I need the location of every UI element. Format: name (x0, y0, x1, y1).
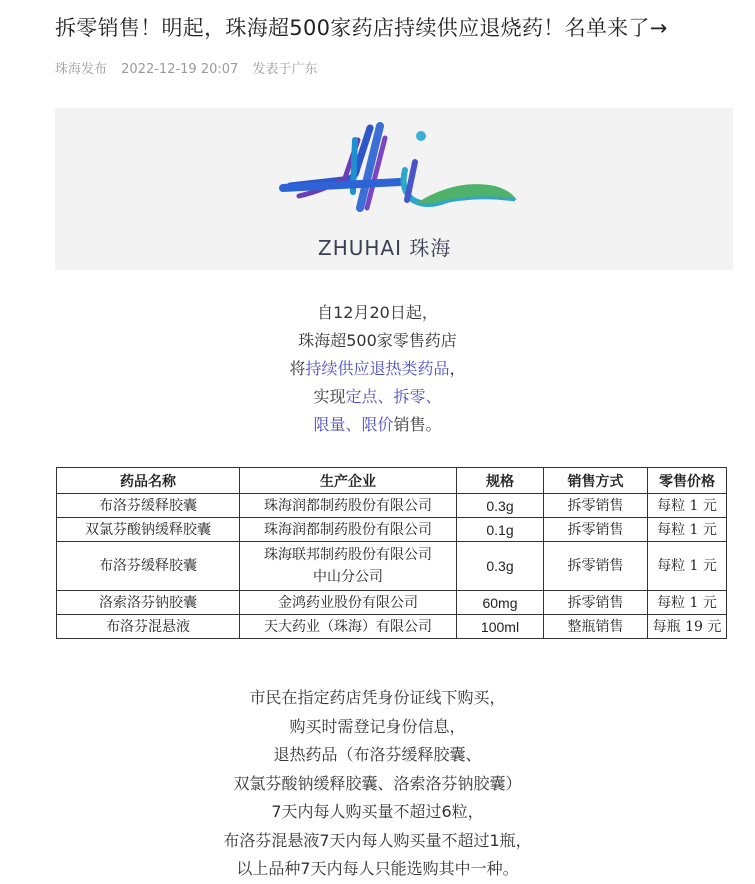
note-line: 退热药品（布洛芬缓释胶囊、 (273, 745, 482, 764)
sale-method: 拆零销售 (544, 494, 648, 518)
note-line: 7天内每人购买量不超过6粒， (271, 802, 484, 821)
purchase-notes (0, 684, 755, 884)
intro-line: 珠海超500家零售药店 (298, 331, 457, 350)
column-header: 销售方式 (544, 468, 648, 494)
sale-method: 拆零销售 (544, 518, 648, 542)
column-header: 零售价格 (648, 468, 727, 494)
drug-maker-line: 珠海联邦制药股份有限公司 (264, 547, 432, 563)
drug-spec: 0.3g (457, 494, 544, 518)
column-header: 药品名称 (57, 468, 240, 494)
retail-price: 每粒 1 元 (648, 494, 727, 518)
drug-spec: 100ml (457, 615, 544, 639)
drug-name: 布洛芬缓释胶囊 (57, 542, 240, 591)
drug-name: 洛索洛芬钠胶囊 (57, 591, 240, 615)
drug-name: 布洛芬缓释胶囊 (57, 494, 240, 518)
zhuhai-logo-banner (55, 108, 733, 270)
table-row (57, 615, 727, 639)
note-line: 布洛芬混悬液7天内每人购买量不超过1瓶， (223, 830, 532, 850)
drug-maker: 天大药业（珠海）有限公司 (240, 615, 457, 639)
column-header: 生产企业 (240, 468, 457, 494)
sale-method: 拆零销售 (544, 591, 648, 615)
intro-line: 实现定点、拆零、 (313, 387, 442, 406)
table-row (57, 518, 727, 542)
note-line: 以上品种7天内每人只能选购其中一种。 (236, 859, 519, 878)
logo-text: ZHUHAI 珠海 (318, 236, 452, 260)
drug-maker: 珠海润都制药股份有限公司 (240, 494, 457, 518)
table-row (57, 542, 727, 591)
drug-table (56, 467, 727, 639)
article-title: 拆零销售！明起，珠海超500家药店持续供应退烧药！名单来了→ (55, 16, 668, 40)
drug-maker-line: 中山分公司 (313, 569, 383, 585)
drug-spec: 0.1g (457, 518, 544, 542)
sale-method: 拆零销售 (544, 542, 648, 591)
drug-name: 布洛芬混悬液 (57, 615, 240, 639)
intro-line: 自12月20日起， (317, 303, 438, 322)
table-header-row (57, 468, 727, 494)
intro-line: 将持续供应退热类药品， (289, 359, 466, 378)
drug-maker (240, 542, 457, 591)
drug-maker: 珠海润都制药股份有限公司 (240, 518, 457, 542)
publish-location: 发表于广东 (252, 62, 318, 77)
column-header: 规格 (457, 468, 544, 494)
highlight-text: 限量、限价 (313, 415, 394, 434)
article-meta (55, 58, 327, 77)
note-line: 双氯芬酸钠缓释胶囊、洛索洛芬钠胶囊） (233, 773, 522, 793)
table-row (57, 494, 727, 518)
retail-price: 每粒 1 元 (648, 542, 727, 591)
retail-price: 每粒 1 元 (648, 518, 727, 542)
drug-spec: 60mg (457, 591, 544, 615)
note-line: 市民在指定药店凭身份证线下购买， (249, 688, 506, 707)
note-line: 购买时需登记身份信息， (289, 716, 466, 736)
sale-method: 整瓶销售 (544, 615, 648, 639)
highlight-text: 持续供应退热类药品 (305, 359, 450, 378)
drug-maker: 金鸿药业股份有限公司 (240, 591, 457, 615)
drug-name: 双氯芬酸钠缓释胶囊 (57, 518, 240, 542)
intro-paragraph (0, 299, 755, 439)
table-row (57, 591, 727, 615)
retail-price: 每瓶 19 元 (648, 615, 727, 639)
intro-line: 限量、限价销售。 (313, 415, 442, 434)
publish-datetime: 2022-12-19 20:07 (121, 62, 239, 77)
retail-price: 每粒 1 元 (648, 591, 727, 615)
highlight-text: 定点、拆零、 (345, 387, 442, 406)
author-link[interactable]: 珠海发布 (55, 62, 108, 77)
drug-spec: 0.3g (457, 542, 544, 591)
